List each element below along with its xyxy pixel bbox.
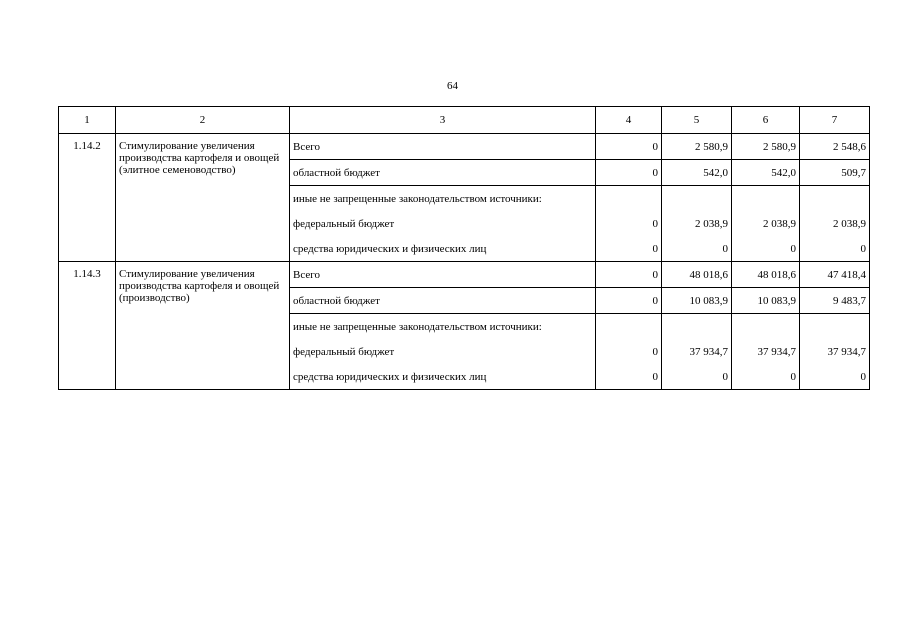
column-header: 5 xyxy=(662,107,732,134)
table-row xyxy=(59,134,870,160)
source-label: средства юридических и физических лиц xyxy=(290,236,596,262)
value-cell xyxy=(800,314,870,340)
source-label: Всего xyxy=(290,134,596,160)
value-cell: 2 580,9 xyxy=(732,134,800,160)
value-cell: 2 038,9 xyxy=(732,211,800,236)
column-header: 6 xyxy=(732,107,800,134)
value-cell: 0 xyxy=(596,364,662,390)
source-label: Всего xyxy=(290,262,596,288)
item-name: Стимулирование увеличения производства картофеля и овощей (производство) xyxy=(116,262,290,390)
budget-table xyxy=(58,106,870,390)
value-cell: 48 018,6 xyxy=(662,262,732,288)
value-cell: 0 xyxy=(800,236,870,262)
value-cell: 0 xyxy=(662,364,732,390)
page-number: 64 xyxy=(447,80,458,92)
header-row xyxy=(59,107,870,134)
value-cell: 2 038,9 xyxy=(800,211,870,236)
value-cell: 2 038,9 xyxy=(662,211,732,236)
value-cell xyxy=(596,186,662,212)
source-label: федеральный бюджет xyxy=(290,339,596,364)
column-header: 2 xyxy=(116,107,290,134)
source-label: областной бюджет xyxy=(290,160,596,186)
value-cell: 37 934,7 xyxy=(732,339,800,364)
value-cell: 0 xyxy=(596,160,662,186)
value-cell: 0 xyxy=(596,262,662,288)
source-label: федеральный бюджет xyxy=(290,211,596,236)
item-name: Стимулирование увеличения производства картофеля и овощей (элитное семеноводство) xyxy=(116,134,290,262)
value-cell: 0 xyxy=(596,236,662,262)
value-cell xyxy=(800,186,870,212)
source-label: средства юридических и физических лиц xyxy=(290,364,596,390)
value-cell: 542,0 xyxy=(732,160,800,186)
source-label: иные не запрещенные законодательством источники: xyxy=(290,314,596,340)
value-cell: 37 934,7 xyxy=(800,339,870,364)
column-header: 3 xyxy=(290,107,596,134)
item-code: 1.14.3 xyxy=(59,262,116,390)
value-cell xyxy=(662,186,732,212)
value-cell: 2 580,9 xyxy=(662,134,732,160)
value-cell: 37 934,7 xyxy=(662,339,732,364)
value-cell: 0 xyxy=(596,134,662,160)
value-cell: 9 483,7 xyxy=(800,288,870,314)
column-header: 1 xyxy=(59,107,116,134)
value-cell xyxy=(732,314,800,340)
value-cell: 0 xyxy=(800,364,870,390)
value-cell: 509,7 xyxy=(800,160,870,186)
value-cell: 10 083,9 xyxy=(662,288,732,314)
value-cell: 0 xyxy=(662,236,732,262)
value-cell: 542,0 xyxy=(662,160,732,186)
value-cell xyxy=(732,186,800,212)
value-cell: 10 083,9 xyxy=(732,288,800,314)
value-cell: 0 xyxy=(596,339,662,364)
table-row xyxy=(59,262,870,288)
value-cell: 0 xyxy=(596,211,662,236)
source-label: областной бюджет xyxy=(290,288,596,314)
value-cell xyxy=(662,314,732,340)
item-code: 1.14.2 xyxy=(59,134,116,262)
value-cell: 0 xyxy=(732,364,800,390)
value-cell: 48 018,6 xyxy=(732,262,800,288)
column-header: 7 xyxy=(800,107,870,134)
value-cell: 0 xyxy=(732,236,800,262)
source-label: иные не запрещенные законодательством источники: xyxy=(290,186,596,212)
value-cell xyxy=(596,314,662,340)
value-cell: 47 418,4 xyxy=(800,262,870,288)
column-header: 4 xyxy=(596,107,662,134)
value-cell: 2 548,6 xyxy=(800,134,870,160)
value-cell: 0 xyxy=(596,288,662,314)
